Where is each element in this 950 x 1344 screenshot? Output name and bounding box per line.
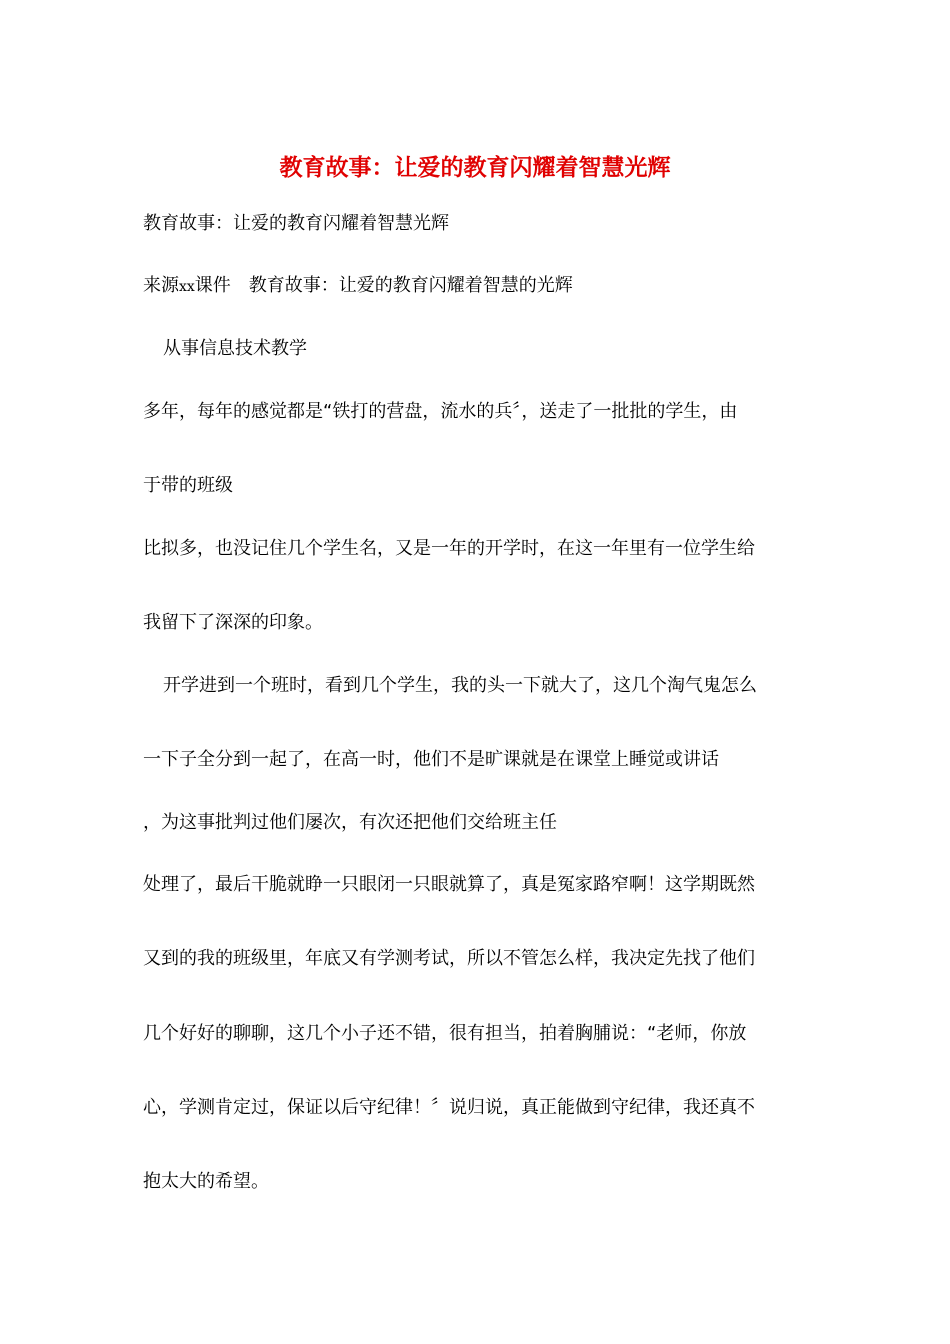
- source-prefix: 来源: [143, 275, 179, 296]
- paragraph-line: 多年，每年的感觉都是“铁打的营盘，流水的兵〞，送走了一批批的学生，由: [143, 401, 738, 422]
- paragraph-line: 一下子全分到一起了，在高一时，他们不是旷课就是在课堂上睡觉或讲话: [143, 749, 719, 770]
- paragraph-line: 又到的我的班级里，年底又有学测考试，所以不管怎么样，我决定先找了他们: [143, 948, 755, 969]
- paragraph-line: 比拟多，也没记住几个学生名，又是一年的开学时，在这一年里有一位学生给: [143, 538, 755, 559]
- source-suffix: 课件 教育故事：让爱的教育闪耀着智慧的光辉: [194, 275, 573, 296]
- paragraph-line: 于带的班级: [143, 475, 233, 496]
- paragraph-line: 开学进到一个班时，看到几个学生，我的头一下就大了，这几个淘气鬼怎么: [163, 675, 757, 696]
- paragraph-line: 我留下了深深的印象。: [143, 612, 323, 633]
- paragraph-line: 抱太大的希望。: [143, 1171, 269, 1192]
- paragraph-line: 心，学测肯定过，保证以后守纪律！〞说归说，真正能做到守纪律，我还真不: [143, 1097, 755, 1118]
- paragraph-line: 处理了，最后干脆就睁一只眼闭一只眼就算了，真是冤家路窄啊！这学期既然: [143, 874, 755, 895]
- source-placeholder: xx: [179, 279, 195, 295]
- paragraph-line: 从事信息技术教学: [163, 338, 307, 359]
- paragraph-line: 几个好好的聊聊，这几个小子还不错，很有担当，拍着胸脯说：“老师，你放: [143, 1023, 747, 1044]
- document-title: 教育故事：让爱的教育闪耀着智慧光辉: [279, 154, 671, 181]
- document-subtitle: 教育故事：让爱的教育闪耀着智慧光辉: [143, 213, 449, 234]
- paragraph-line: ，为这事批判过他们屡次，有次还把他们交给班主任: [143, 812, 557, 833]
- source-line: [143, 273, 573, 300]
